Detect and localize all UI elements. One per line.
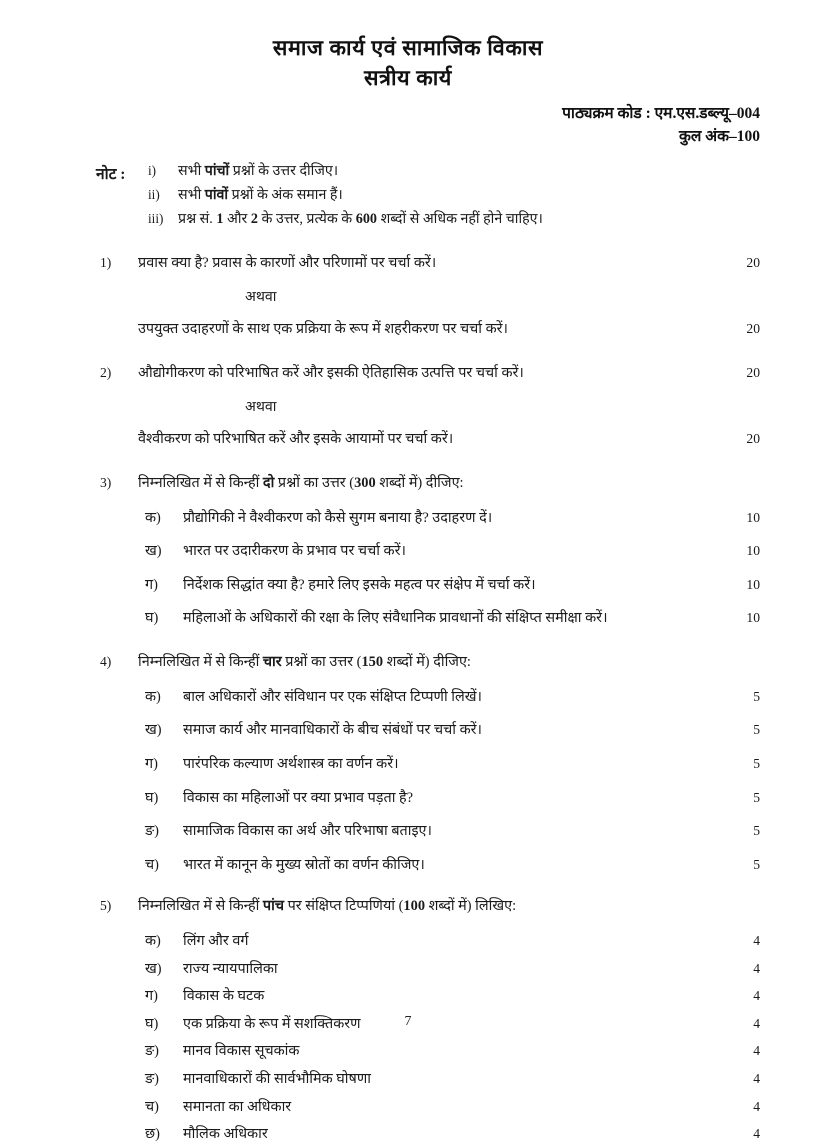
subitem-letter: ग) [145, 576, 158, 593]
question-block [0, 652, 816, 876]
course-meta [0, 102, 816, 149]
subitem-letter: घ) [145, 789, 159, 806]
subitem-letter: ख) [145, 543, 162, 560]
subitem-letter: ग) [145, 988, 158, 1005]
page-number: 7 [404, 1014, 412, 1029]
subitem-marks: 10 [746, 576, 760, 592]
subitem-text: भारत में कानून के मुख्य स्रोतों का वर्णन कीजिए। [183, 856, 425, 873]
question-block [0, 363, 816, 451]
subitem-marks: 5 [753, 823, 760, 839]
alternative-row [0, 287, 816, 306]
question-subitem-row [0, 855, 816, 877]
page-subtitle: सत्रीय कार्य [364, 66, 452, 91]
subitem-letter: क) [145, 509, 161, 526]
note-item-text: सभी पांवों प्रश्नों के अंक समान हैं। [178, 186, 343, 203]
question-stem-text: निम्नलिखित में से किन्हीं पांच पर संक्षिप्त टिप्पणियां (100 शब्दों में) लिखिए: [138, 898, 517, 915]
question-subitem-row [0, 754, 816, 776]
total-marks: कुल अंक–100 [678, 128, 760, 146]
subitem-letter: क) [145, 932, 161, 949]
question-marks: 20 [746, 321, 760, 337]
subitem-letter: छ) [145, 1126, 160, 1143]
alternative-row [0, 397, 816, 416]
question-subitem-row [0, 1097, 816, 1119]
question-subitem-row [0, 986, 816, 1008]
subitem-marks: 5 [753, 856, 760, 872]
alternative-question-text: उपयुक्त उदाहरणों के साथ एक प्रक्रिया के रूप में शहरीकरण पर चर्चा करें। [138, 321, 509, 338]
subitem-marks: 4 [753, 1126, 760, 1142]
subitem-text: लिंग और वर्ग [183, 932, 249, 949]
subitem-text: बाल अधिकारों और संविधान पर एक संक्षिप्त टिप्पणी लिखें। [183, 688, 482, 705]
page-title: समाज कार्य एवं सामाजिक विकास [272, 36, 544, 60]
subitem-marks: 10 [746, 543, 760, 559]
subitem-marks: 5 [753, 789, 760, 805]
question-stem-text: औद्योगीकरण को परिभाषित करें और इसकी ऐतिहासिक उत्पत्ति पर चर्चा करें। [138, 364, 524, 381]
question-number: 2) [100, 364, 112, 380]
alternative-label: अथवा [245, 399, 277, 416]
note-label: नोट : [96, 165, 126, 183]
subitem-text: मानव विकास सूचकांक [183, 1043, 300, 1060]
question-stem-text: प्रवास क्या है? प्रवास के कारणों और परिणामों पर चर्चा करें। [138, 254, 437, 271]
question-subitem-row [0, 720, 816, 742]
question-subitem-row [0, 959, 816, 981]
question-stem-row [0, 253, 816, 275]
subitem-letter: ख) [145, 722, 162, 739]
note-item-number: iii) [148, 211, 164, 226]
subitem-text: विकास के घटक [183, 988, 265, 1005]
question-marks: 20 [746, 431, 760, 447]
subitem-text: पारंपरिक कल्याण अर्थशास्त्र का वर्णन करें। [183, 755, 399, 772]
document-header [0, 0, 816, 149]
note-item [148, 185, 816, 207]
note-item-number: i) [148, 162, 157, 178]
note-item [148, 161, 816, 183]
note-item [148, 209, 816, 231]
subitem-marks: 5 [753, 722, 760, 738]
subitem-text: महिलाओं के अधिकारों की रक्षा के लिए संवैधानिक प्रावधानों की संक्षिप्त समीक्षा करें। [183, 610, 608, 627]
question-marks: 20 [746, 364, 760, 380]
alternative-spacer [100, 397, 138, 416]
subitem-letter: ङ) [145, 1043, 159, 1060]
question-stem-row [0, 896, 816, 918]
question-subitem-row [0, 508, 816, 530]
question-subitem-row [0, 575, 816, 597]
subitem-letter: घ) [145, 1015, 159, 1032]
subitem-text: प्रौद्योगिकी ने वैश्वीकरण को कैसे सुगम बनाया है? उदाहरण दें। [183, 509, 493, 526]
subitem-text: मानवाधिकारों की सार्वभौमिक घोषणा [183, 1070, 371, 1087]
subitem-text: एक प्रक्रिया के रूप में सशक्तिकरण [183, 1015, 361, 1032]
question-number: 5) [100, 898, 112, 914]
subitem-letter: ग) [145, 755, 158, 772]
alternative-spacer [100, 287, 138, 306]
subitem-text: समानता का अधिकार [183, 1098, 292, 1115]
subitem-marks: 4 [753, 960, 760, 976]
question-stem-row [0, 363, 816, 385]
course-code: पाठ्यक्रम कोड : एम.एस.डब्ल्यू–004 [562, 104, 760, 122]
question-number: 4) [100, 654, 112, 670]
subitem-letter: ख) [145, 960, 162, 977]
subitem-text: विकास का महिलाओं पर क्या प्रभाव पड़ता है? [183, 789, 414, 806]
subitem-marks: 4 [753, 1070, 760, 1086]
subitem-marks: 4 [753, 988, 760, 1004]
note-item-text: सभी पांचों प्रश्नों के उत्तर दीजिए। [178, 162, 339, 179]
question-stem-text: निम्नलिखित में से किन्हीं चार प्रश्नों का उत्तर (150 शब्दों में) दीजिए: [138, 654, 471, 671]
question-stem-text: निम्नलिखित में से किन्हीं दो प्रश्नों का उत्तर (300 शब्दों में) दीजिए: [138, 475, 464, 492]
questions-list [0, 253, 816, 1146]
question-subitem-row [0, 1041, 816, 1063]
subitem-marks: 4 [753, 1043, 760, 1059]
question-marks: 20 [746, 254, 760, 270]
subitem-text: समाज कार्य और मानवाधिकारों के बीच संबंधों पर चर्चा करें। [183, 722, 482, 739]
question-subitem-row [0, 687, 816, 709]
subitem-text: सामाजिक विकास का अर्थ और परिभाषा बताइए। [183, 823, 432, 840]
subitem-text: भारत पर उदारीकरण के प्रभाव पर चर्चा करें। [183, 543, 406, 560]
question-subitem-row [0, 931, 816, 953]
subitem-marks: 10 [746, 509, 760, 525]
question-subitem-row [0, 608, 816, 630]
subitem-text: राज्य न्यायपालिका [183, 960, 278, 977]
question-stem-row [0, 652, 816, 674]
note-block [0, 161, 816, 231]
question-subitem-row [0, 1124, 816, 1146]
subitem-text: निर्देशक सिद्धांत क्या है? हमारे लिए इसके महत्व पर संक्षेप में चर्चा करें। [183, 576, 536, 593]
question-subitem-row [0, 788, 816, 810]
subitem-marks: 5 [753, 755, 760, 771]
alternative-question-row [0, 429, 816, 451]
subitem-letter: ङ) [145, 823, 159, 840]
subitem-marks: 5 [753, 688, 760, 704]
subitem-letter: च) [145, 1098, 159, 1115]
question-number: 1) [100, 254, 112, 270]
subitem-letter: घ) [145, 610, 159, 627]
note-list [96, 161, 816, 231]
subitem-letter: क) [145, 688, 161, 705]
alternative-question-text: वैश्वीकरण को परिभाषित करें और इसके आयामों पर चर्चा करें। [138, 431, 454, 448]
note-item-text: प्रश्न सं. 1 और 2 के उत्तर, प्रत्येक के 600 शब्दों से अधिक नहीं होने चाहिए। [178, 211, 543, 227]
question-stem-row [0, 473, 816, 495]
alternative-question-row [0, 319, 816, 341]
question-block [0, 253, 816, 341]
question-subitem-row [0, 821, 816, 843]
question-subitem-row [0, 1069, 816, 1091]
subitem-letter: ङ) [145, 1070, 159, 1087]
subitem-marks: 10 [746, 610, 760, 626]
subitem-letter: च) [145, 856, 159, 873]
subitem-marks: 4 [753, 1098, 760, 1114]
subitem-marks: 4 [753, 1015, 760, 1031]
alternative-label: अथवा [245, 289, 277, 306]
question-subitem-row [0, 541, 816, 563]
subitem-marks: 4 [753, 932, 760, 948]
subitem-text: मौलिक अधिकार [183, 1126, 268, 1143]
question-block [0, 473, 816, 630]
note-item-number: ii) [148, 186, 160, 202]
question-number: 3) [100, 475, 112, 491]
